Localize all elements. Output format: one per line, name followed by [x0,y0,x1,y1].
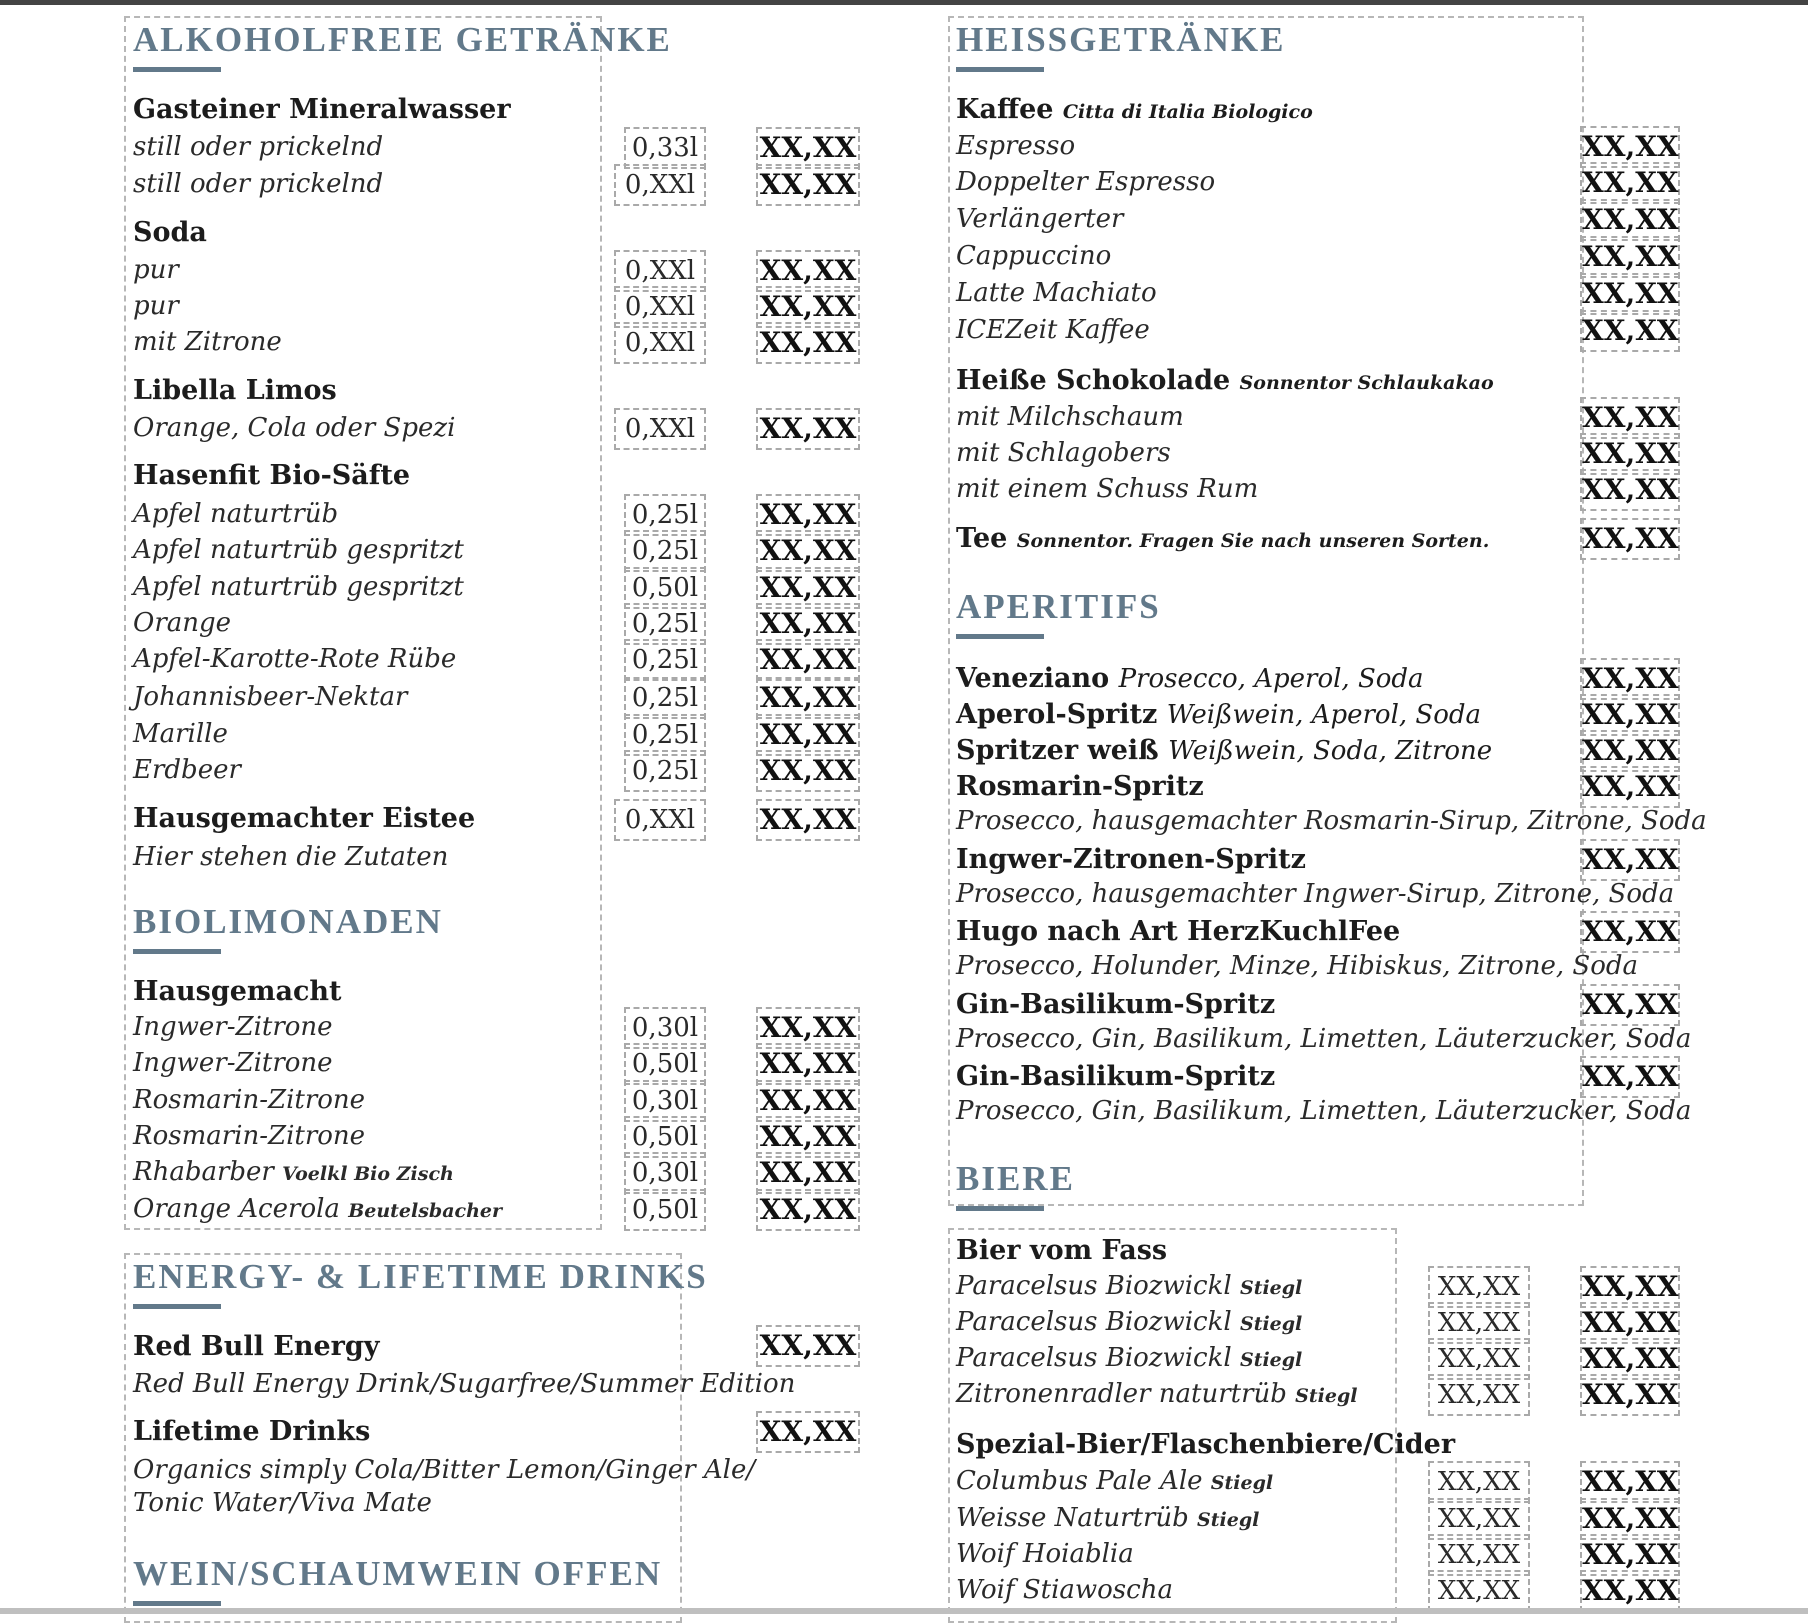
heading-underline [956,1206,1044,1211]
group-libella: Libella Limos [133,375,337,406]
item-label [956,1307,1302,1337]
item-label: Johannisbeer-Nektar [133,682,408,712]
price-box: XX,XX [1580,1498,1680,1540]
volume-box: 0,25l [624,530,706,572]
price-box-small: XX,XX [1428,1266,1530,1308]
price-box: XX,XX [1580,1461,1680,1503]
item-label: Erdbeer [133,755,241,785]
volume-box: 0,30l [624,1152,706,1194]
price-box: XX,XX [756,799,860,841]
volume-box: 0,XXl [614,408,706,450]
price-box: XX,XX [756,408,860,450]
volume-box: 0,25l [624,677,706,719]
price-box: XX,XX [1580,199,1680,241]
item-label: Marille [133,719,228,749]
item-name: Zitronenradler naturtrüb [956,1379,1287,1409]
group-brand: Sonnentor. Fragen Sie nach unseren Sorten. [1016,530,1490,552]
aperitif-item [956,699,1481,730]
item-label: still oder prickelnd [133,169,384,199]
item-name: Paracelsus Biozwickl [956,1343,1232,1373]
item-brand: Voelkl Bio Zisch [282,1163,454,1185]
item-brand: Stiegl [1295,1385,1358,1407]
price-box: XX,XX [756,677,860,719]
item-brand: Beutelsbacher [348,1200,503,1222]
price-box: XX,XX [1580,236,1680,278]
heading-aperitifs: APERITIFS [956,587,1161,626]
item-label: Rosmarin-Zitrone [133,1121,366,1151]
item-label: Cappuccino [956,241,1112,271]
item-label: Ingwer-Zitrone [133,1012,333,1042]
item-name: Rhabarber [133,1157,274,1187]
volume-box: 0,33l [624,127,706,169]
price-box: XX,XX [1580,730,1680,772]
price-box: XX,XX [756,494,860,536]
group-soda: Soda [133,217,207,248]
price-box: XX,XX [1580,1570,1680,1612]
group-eistee: Hausgemachter Eistee [133,803,476,834]
item-label [956,1466,1273,1496]
volume-box: 0,XXl [614,164,706,206]
item-label: Organics simply Cola/Bitter Lemon/Ginger Ale/ [133,1455,756,1485]
group-name: Tee [956,523,1008,554]
window-top-edge [0,0,1808,5]
price-box-small: XX,XX [1428,1302,1530,1344]
item-label: mit Schlagobers [956,438,1171,468]
aperitif-name: Hugo nach Art HerzKuchlFee [956,916,1401,947]
price-box: XX,XX [1580,469,1680,511]
item-label: Hier stehen die Zutaten [133,842,449,872]
item-label: mit Zitrone [133,327,282,357]
item-label: Woif Hoiablia [956,1539,1134,1569]
price-box: XX,XX [756,639,860,681]
aperitif-ingredients: Weißwein, Soda, Zitrone [1168,736,1493,766]
item-label: Apfel naturtrüb [133,499,339,529]
aperitif-name: Gin-Basilikum-Spritz [956,1061,1276,1092]
item-label: pur [133,255,179,285]
item-label: Rosmarin-Zitrone [133,1085,366,1115]
volume-box: 0,25l [624,603,706,645]
price-box: XX,XX [1580,839,1680,881]
price-box: XX,XX [1580,984,1680,1026]
group-brand: Citta di Italia Biologico [1062,101,1313,123]
item-brand: Stiegl [1239,1277,1303,1299]
heading-heissgetraenke: HEISSGETRÄNKE [956,20,1286,59]
aperitif-name: Ingwer-Zitronen-Spritz [956,844,1306,875]
item-name: Paracelsus Biozwickl [956,1307,1232,1337]
price-box-small: XX,XX [1428,1570,1530,1612]
item-name: Paracelsus Biozwickl [956,1271,1232,1301]
heading-underline [956,634,1044,639]
item-label: mit Milchschaum [956,402,1184,432]
aperitif-name: Gin-Basilikum-Spritz [956,989,1276,1020]
heading-energy-lifetime: ENERGY- & LIFETIME DRINKS [133,1257,708,1296]
price-box: XX,XX [1580,1534,1680,1576]
group-name: Heiße Schokolade [956,365,1231,396]
horizontal-scrollbar[interactable] [0,1608,1808,1614]
item-label: Orange, Cola oder Spezi [133,413,456,443]
price-box: XX,XX [756,1007,860,1049]
group-lifetime: Lifetime Drinks [133,1416,371,1447]
heading-underline [133,1601,221,1606]
price-box: XX,XX [1580,518,1680,560]
group-hasenfit: Hasenfit Bio-Säfte [133,460,411,491]
item-label [956,1343,1302,1373]
price-box-small: XX,XX [1428,1374,1530,1416]
price-box: XX,XX [756,164,860,206]
group-name: Kaffee [956,94,1054,125]
volume-box: 0,30l [624,1080,706,1122]
volume-box: 0,25l [624,639,706,681]
group-heisse-schokolade [956,365,1494,396]
item-brand: Stiegl [1239,1313,1303,1335]
item-name: Weisse Naturtrüb [956,1503,1189,1533]
price-box: XX,XX [756,1152,860,1194]
item-label [956,1379,1357,1409]
price-box: XX,XX [756,1325,860,1367]
aperitif-ingredients: Weißwein, Aperol, Soda [1166,700,1482,730]
group-tee [956,523,1489,554]
item-brand: Stiegl [1239,1349,1303,1371]
aperitif-name: Veneziano [956,663,1110,694]
heading-underline [133,67,221,72]
item-label: Apfel naturtrüb gespritzt [133,572,464,602]
price-box: XX,XX [1580,1266,1680,1308]
heading-wein-schaumwein: WEIN/SCHAUMWEIN OFFEN [133,1554,663,1593]
price-box: XX,XX [756,530,860,572]
aperitif-ingredients: Prosecco, Aperol, Soda [1118,664,1424,694]
volume-box: 0,XXl [614,322,706,364]
group-hausgemacht: Hausgemacht [133,976,342,1007]
price-box-small: XX,XX [1428,1461,1530,1503]
volume-box: 0,XXl [614,286,706,328]
group-kaffee [956,94,1313,125]
price-box: XX,XX [1580,162,1680,204]
price-box: XX,XX [1580,433,1680,475]
price-box: XX,XX [1580,658,1680,700]
item-label: Espresso [956,131,1076,161]
item-label: Tonic Water/Viva Mate [133,1488,432,1518]
price-box: XX,XX [1580,694,1680,736]
price-box: XX,XX [756,603,860,645]
price-box: XX,XX [756,567,860,609]
aperitif-name: Spritzer weiß [956,735,1159,766]
price-box-small: XX,XX [1428,1498,1530,1540]
price-box: XX,XX [1580,911,1680,953]
volume-box: 0,25l [624,714,706,756]
price-box: XX,XX [1580,126,1680,168]
item-label [133,1157,454,1187]
aperitif-name: Rosmarin-Spritz [956,771,1204,802]
price-box: XX,XX [1580,1338,1680,1380]
item-label: Verlängerter [956,204,1124,234]
price-box: XX,XX [1580,1302,1680,1344]
volume-box: 0,50l [624,1043,706,1085]
volume-box: 0,50l [624,567,706,609]
item-label [956,1503,1259,1533]
group-bier-vom-fass: Bier vom Fass [956,1235,1168,1266]
item-name: Columbus Pale Ale [956,1466,1203,1496]
aperitif-name: Aperol-Spritz [956,699,1158,730]
volume-box: 0,30l [624,1007,706,1049]
item-label [133,1194,502,1224]
price-box: XX,XX [1580,273,1680,315]
price-box: XX,XX [1580,1374,1680,1416]
group-brand: Sonnentor Schlaukakao [1239,372,1494,394]
volume-box: 0,25l [624,494,706,536]
aperitif-item [956,663,1424,694]
item-label: Apfel-Karotte-Rote Rübe [133,644,457,674]
aperitif-ingredients: Prosecco, Holunder, Minze, Hibiskus, Zitrone, Soda [956,951,1639,981]
item-label: mit einem Schuss Rum [956,474,1259,504]
group-red-bull: Red Bull Energy [133,1331,380,1362]
price-box: XX,XX [756,1116,860,1158]
group-gasteiner: Gasteiner Mineralwasser [133,94,511,125]
aperitif-ingredients: Prosecco, Gin, Basilikum, Limetten, Läuterzucker, Soda [956,1024,1692,1054]
price-box: XX,XX [1580,766,1680,808]
item-label: Ingwer-Zitrone [133,1048,333,1078]
price-box: XX,XX [1580,397,1680,439]
price-box: XX,XX [1580,1056,1680,1098]
item-label: Latte Machiato [956,278,1157,308]
volume-box: 0,50l [624,1189,706,1231]
item-label: Orange [133,608,232,638]
volume-box: 0,50l [624,1116,706,1158]
price-box: XX,XX [1580,310,1680,352]
aperitif-ingredients: Prosecco, hausgemachter Ingwer-Sirup, Zitrone, Soda [956,879,1675,909]
aperitif-item [956,735,1492,766]
item-label: Woif Stiawoscha [956,1575,1173,1605]
item-brand: Stiegl [1197,1509,1260,1531]
heading-underline [133,1304,221,1309]
volume-box: 0,XXl [614,250,706,292]
price-box: XX,XX [756,250,860,292]
heading-biolimonaden: BIOLIMONADEN [133,902,443,941]
item-label: still oder prickelnd [133,132,384,162]
item-label: Red Bull Energy Drink/Sugarfree/Summer Edition [133,1369,796,1399]
price-box: XX,XX [756,1043,860,1085]
price-box: XX,XX [756,286,860,328]
item-label: ICEZeit Kaffee [956,315,1150,345]
aperitif-ingredients: Prosecco, hausgemachter Rosmarin-Sirup, Zitrone, Soda [956,806,1707,836]
price-box-small: XX,XX [1428,1534,1530,1576]
volume-box: 0,XXl [614,799,706,841]
item-label: Apfel naturtrüb gespritzt [133,535,464,565]
group-spezial-bier: Spezial-Bier/Flaschenbiere/Cider [956,1429,1456,1460]
price-box-small: XX,XX [1428,1338,1530,1380]
price-box: XX,XX [756,714,860,756]
price-box: XX,XX [756,1080,860,1122]
item-label [956,1271,1302,1301]
heading-biere: BIERE [956,1159,1075,1198]
price-box: XX,XX [756,1411,860,1453]
volume-box: 0,25l [624,750,706,792]
item-name: Orange Acerola [133,1194,340,1224]
item-brand: Stiegl [1210,1472,1274,1494]
heading-underline [956,67,1044,72]
price-box: XX,XX [756,322,860,364]
heading-underline [133,949,221,954]
heading-alkoholfreie-getraenke: ALKOHOLFREIE GETRÄNKE [133,20,672,59]
item-label: Doppelter Espresso [956,167,1216,197]
price-box: XX,XX [756,1189,860,1231]
aperitif-ingredients: Prosecco, Gin, Basilikum, Limetten, Läuterzucker, Soda [956,1096,1692,1126]
price-box: XX,XX [756,127,860,169]
item-label: pur [133,291,179,321]
price-box: XX,XX [756,750,860,792]
